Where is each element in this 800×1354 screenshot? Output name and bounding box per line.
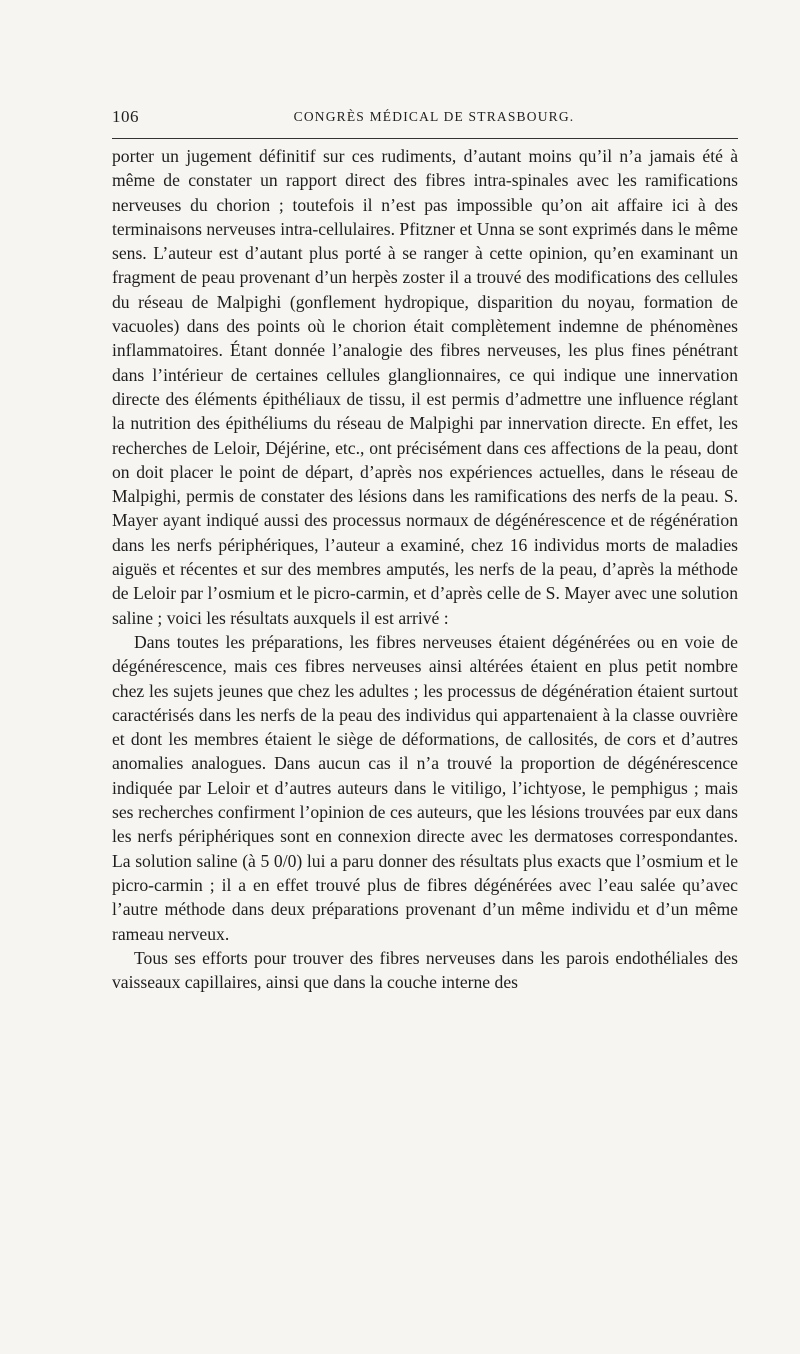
paragraph-continuation: porter un jugement définitif sur ces rudiments, d’autant moins qu’il n’a jamais été à même de constater un rapport direct des fibres intra-spinales avec les ramifications nerveuses du chorion ; toutefois il n’est pas impossible qu’on ait affaire ici à des terminaisons nerveuses intra-cellulaires. Pfitzner et Unna se sont exprimés dans le même sens. L’auteur est d’autant plus porté à se ranger à cette opinion, qu’en examinant un fragment de peau provenant d’un herpès zoster il a trouvé des modifications des cellules du réseau de Malpighi (gonflement hydropique, disparition du noyau, formation de vacuoles) dans des points où le chorion était complètement indemne de phénomènes inflammatoires. Étant donnée l’analogie des fibres nerveuses, les plus fines pénétrant dans l’intérieur de certaines cellules glanglionnaires, ce qui indique une innervation directe des éléments épithéliaux de tissu, il est permis d’admettre une influence réglant la nutrition des épithéliums du réseau de Malpighi par innervation directe. En effet, les recherches de Leloir, Déjérine, etc., ont précisément dans ces affections de la peau, dont on doit placer le point de départ, d’après nos expériences actuelles, dans le réseau de Malpighi, permis de constater des lésions dans les ramifications des nerfs de la peau. S. Mayer ayant indiqué aussi des processus normaux de dégénérescence et de régénération dans les nerfs périphériques, l’auteur a examiné, chez 16 individus morts de maladies aiguës et récentes et sur des membres amputés, les nerfs de la peau, d’après la méthode de Leloir par l’osmium et le picro-carmin, et d’après celle de S. Mayer avec une solution saline ; voici les résultats auxquels il est arrivé :	[112, 146, 738, 628]
paragraph-results: Dans toutes les préparations, les fibres nerveuses étaient dégénérées ou en voie de dégénérescence, mais ces fibres nerveuses ainsi altérées étaient en plus petit nombre chez les sujets jeunes que chez les adultes ; les processus de dégénération étaient surtout caractérisés dans les nerfs de la peau des individus qui appartenaient à la classe ouvrière et dont les membres étaient le siège de déformations, de callosités, de cors et d’autres anomalies analogues. Dans aucun cas il n’a trouvé la proportion de dégénérescence indiquée par Leloir et d’autres auteurs dans le vitiligo, l’ichtyose, le pemphigus ; mais ses recherches confirment l’opinion de ces auteurs, que les lésions trouvées par eux dans les nerfs périphériques sont en connexion directe avec les dermatoses correspondantes. La solution saline (à 5 0/0) lui a paru donner des résultats plus exacts que l’osmium et le picro-carmin ; il a en effet trouvé plus de fibres dégénérées avec l’eau salée qu’avec l’autre méthode dans deux préparations provenant d’un même individu et d’un même rameau nerveux.	[112, 631, 738, 944]
paragraph-capillaries: Tous ses efforts pour trouver des fibres nerveuses dans les parois endothéliales des vaisseaux capillaires, ainsi que dans la couche interne des	[112, 947, 738, 993]
body-text	[112, 144, 738, 994]
header-rule	[112, 138, 738, 139]
running-head	[112, 107, 736, 129]
running-title: CONGRÈS MÉDICAL DE STRASBOURG.	[293, 109, 575, 124]
page-number: 106	[112, 107, 139, 126]
